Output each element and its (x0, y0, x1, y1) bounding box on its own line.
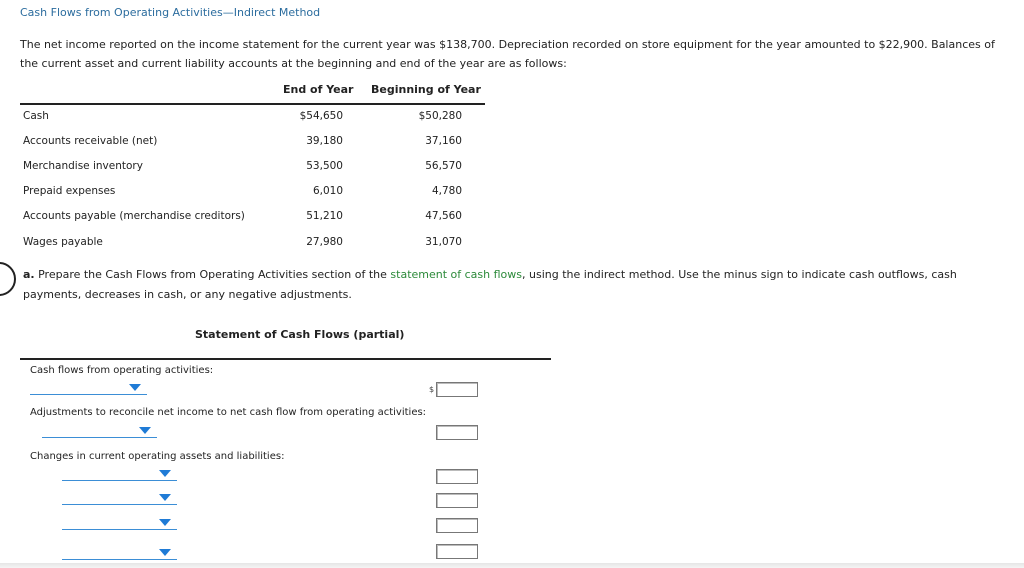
adjust-label: Adjustments to reconcile net income to net cash flow from operating activities: (30, 407, 427, 418)
row-end-cash: $54,650 (299, 110, 343, 122)
ops-label: Cash flows from operating activities: (30, 365, 214, 376)
instructions (23, 265, 1008, 305)
col-header-begin: Beginning of Year (371, 83, 481, 96)
row-label-prepaid: Prepaid expenses (23, 185, 116, 197)
row-end-ap: 51,210 (306, 210, 343, 222)
change-dropdown-2[interactable] (62, 490, 177, 505)
change-dropdown-4[interactable] (62, 545, 177, 560)
row-end-inventory: 53,500 (306, 160, 343, 172)
instruction-text-1: Prepare the Cash Flows from Operating Activities section of the (34, 268, 391, 281)
change-dropdown-3[interactable] (62, 515, 177, 530)
change-input-2[interactable] (436, 493, 478, 508)
instruction-prefix: a. (23, 268, 35, 281)
change-input-3[interactable] (436, 518, 478, 533)
currency-symbol: $ (429, 385, 435, 394)
viewport-bottom-edge (0, 563, 1024, 568)
row-begin-inventory: 56,570 (425, 160, 462, 172)
problem-intro: The net income reported on the income statement for the current year was $138,700. Depreciation recorded on store equipment for the year amounted to $22,900. Balances of the current asset and current liability accounts at the beginning and end of the year are as follows: (20, 38, 995, 70)
chevron-down-icon (159, 470, 171, 477)
col-header-end: End of Year (283, 83, 354, 96)
chevron-down-icon (159, 519, 171, 526)
row-begin-ap: 47,560 (425, 210, 462, 222)
row-begin-cash: $50,280 (418, 110, 462, 122)
chevron-down-icon (139, 427, 151, 434)
adjustment-input[interactable] (436, 425, 478, 440)
row-label-inventory: Merchandise inventory (23, 160, 143, 172)
change-input-4[interactable] (436, 544, 478, 559)
row-label-ap: Accounts payable (merchandise creditors) (23, 210, 245, 222)
chevron-down-icon (159, 494, 171, 501)
row-end-ar: 39,180 (306, 135, 343, 147)
statement-rule (20, 358, 551, 360)
net-income-input[interactable] (436, 382, 478, 397)
changes-label: Changes in current operating assets and liabilities: (30, 451, 285, 462)
chevron-down-icon (129, 384, 141, 391)
adjustment-dropdown[interactable] (42, 423, 157, 438)
statement-title: Statement of Cash Flows (partial) (195, 328, 405, 341)
row-label-wages: Wages payable (23, 236, 103, 248)
row-label-cash: Cash (23, 110, 49, 122)
row-label-ar: Accounts receivable (net) (23, 135, 158, 147)
instruction-text-2: , using the indirect method. Use the minus sign to indicate cash outflows, cash payments, decreases in cash, or any negative adjustments. (23, 268, 957, 301)
row-begin-wages: 31,070 (425, 236, 462, 248)
row-end-wages: 27,980 (306, 236, 343, 248)
net-income-dropdown[interactable] (30, 380, 147, 395)
step-marker-circle (0, 262, 16, 296)
glossary-link[interactable]: statement of cash flows (390, 268, 523, 281)
page-title: Cash Flows from Operating Activities—Indirect Method (20, 6, 321, 19)
change-dropdown-1[interactable] (62, 466, 177, 481)
change-input-1[interactable] (436, 469, 478, 484)
row-begin-prepaid: 4,780 (431, 185, 462, 197)
chevron-down-icon (159, 549, 171, 556)
table-header-rule (20, 103, 485, 105)
row-begin-ar: 37,160 (425, 135, 462, 147)
row-end-prepaid: 6,010 (312, 185, 343, 197)
